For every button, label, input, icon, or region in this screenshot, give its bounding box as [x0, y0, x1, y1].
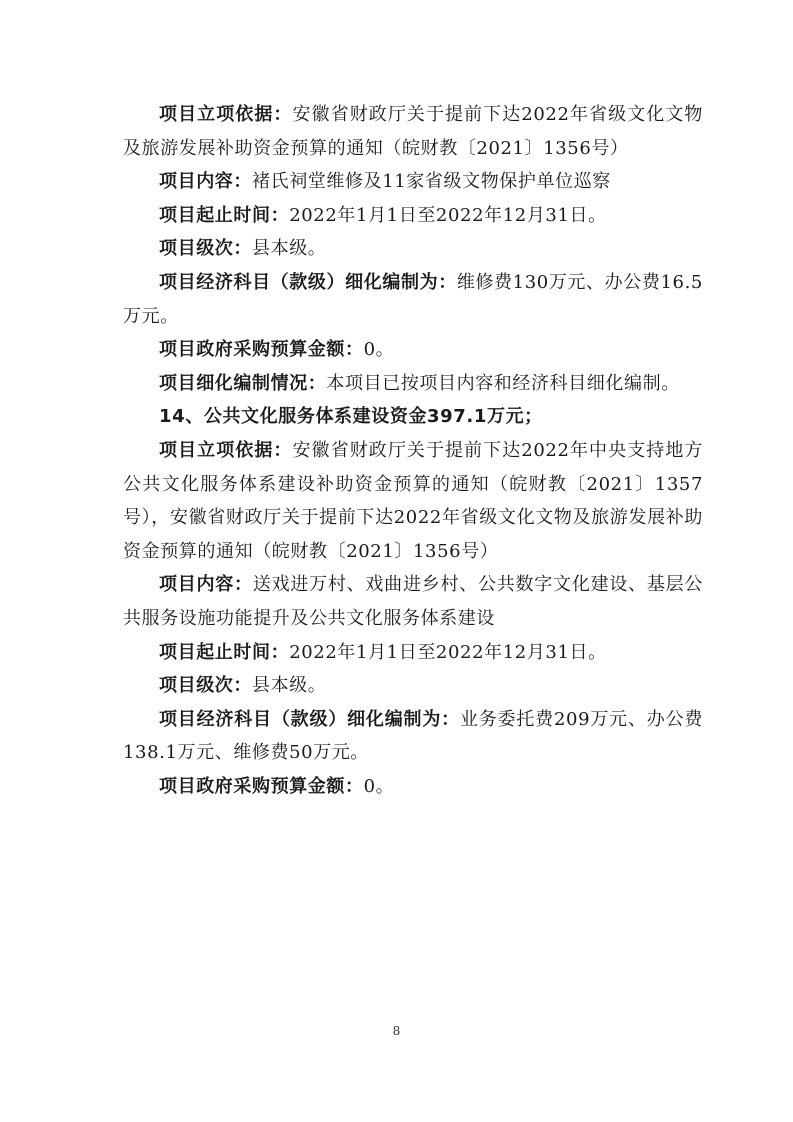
section-heading: 14、公共文化服务体系建设资金397.1万元； — [159, 406, 543, 428]
paragraph-text: 送戏进万村、戏曲进乡村、公共数字文化建设、基层公共服务设施功能提升及公共文化服务体系建设 — [123, 574, 703, 629]
paragraph-basis-2 — [123, 434, 703, 568]
paragraph-text: 县本级。 — [252, 675, 327, 697]
paragraph-label: 项目起止时间： — [159, 641, 290, 663]
paragraph-period-2 — [123, 636, 703, 670]
paragraph-label: 项目级次： — [159, 675, 252, 697]
paragraph-label: 项目立项依据： — [159, 104, 293, 125]
paragraph-label: 项目起止时间： — [159, 204, 290, 226]
paragraph-basis-1 — [123, 98, 703, 165]
paragraph-text: 0。 — [363, 339, 395, 361]
paragraph-label: 项目政府采购预算金额： — [159, 339, 364, 361]
paragraph-text: 本项目已按项目内容和经济科目细化编制。 — [326, 372, 680, 394]
paragraph-content-2 — [123, 568, 703, 635]
paragraph-text: 2022年1月1日至2022年12月31日。 — [289, 204, 607, 226]
paragraph-text: 县本级。 — [252, 238, 327, 260]
paragraph-label: 项目内容： — [159, 574, 253, 596]
paragraph-period-1 — [123, 199, 703, 233]
paragraph-text: 业务委托费209万元、办公费138.1万元、维修费50万元。 — [123, 708, 703, 764]
paragraph-label: 项目细化编制情况： — [159, 372, 327, 394]
paragraph-content-1 — [123, 165, 703, 199]
paragraph-level-1 — [123, 232, 703, 266]
paragraph-economic-1 — [123, 266, 703, 333]
paragraph-label: 项目内容： — [159, 171, 252, 193]
paragraph-label: 项目立项依据： — [159, 439, 293, 461]
paragraph-level-2 — [123, 669, 703, 703]
paragraph-text: 0。 — [363, 775, 395, 797]
paragraph-detail-1 — [123, 367, 703, 401]
paragraph-text: 维修费130万元、办公费16.5万元。 — [123, 271, 703, 327]
paragraph-label: 项目政府采购预算金额： — [159, 775, 364, 797]
paragraph-text: 安徽省财政厅关于提前下达2022年中央支持地方公共文化服务体系建设补助资金预算的通知（皖财教〔2021〕1357号），安徽省财政厅关于提前下达2022年省级文化文物及旅游发展补助资金预算的通知（皖财教〔2021〕1356号） — [123, 439, 703, 562]
paragraph-text: 2022年1月1日至2022年12月31日。 — [289, 641, 607, 663]
paragraph-label: 项目经济科目（款级）细化编制为： — [159, 271, 457, 293]
paragraph-text: 褚氏祠堂维修及11家省级文物保护单位巡察 — [252, 171, 611, 193]
paragraph-procurement-1 — [123, 333, 703, 367]
paragraph-text: 安徽省财政厅关于提前下达2022年省级文化文物及旅游发展补助资金预算的通知（皖财教〔2021〕1356号） — [123, 104, 703, 159]
document-body — [123, 98, 703, 803]
paragraph-procurement-2 — [123, 770, 703, 804]
page-number: 8 — [392, 1024, 401, 1038]
paragraph-label: 项目级次： — [159, 238, 252, 260]
paragraph-economic-2 — [123, 703, 703, 770]
paragraph-label: 项目经济科目（款级）细化编制为： — [159, 708, 460, 730]
